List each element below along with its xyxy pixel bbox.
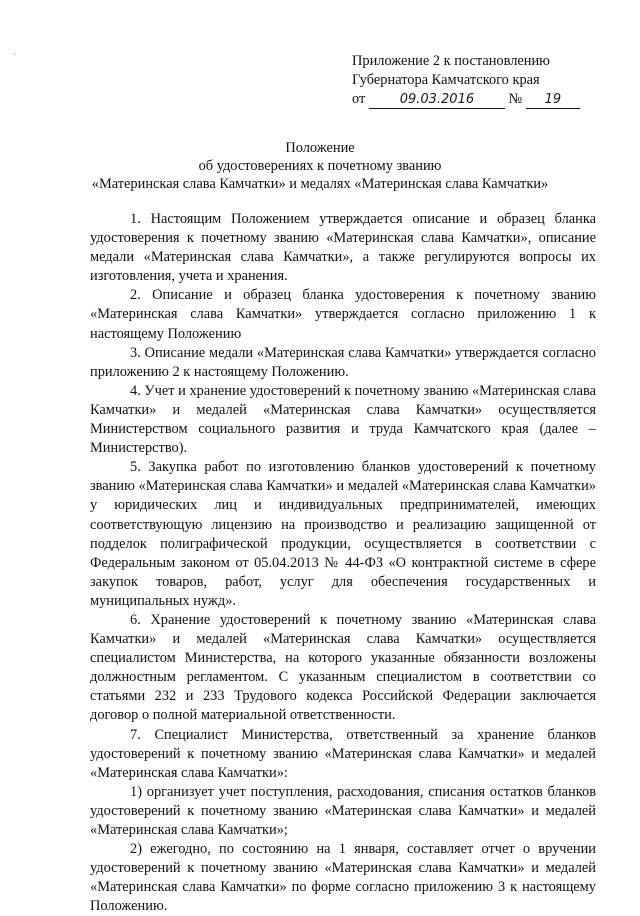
document-body	[90, 210, 596, 916]
heading-title: Положение	[285, 140, 355, 156]
appendix-line-2: Губернатора Камчатского края	[352, 72, 540, 88]
heading-subject: «Материнская слава Камчатки» и медалях «Материнская слава Камчатки»	[91, 176, 549, 192]
paragraph-3: 3. Описание медали «Материнская слава Камчатки» утверждается согласно приложению 2 к настоящему Положению.	[90, 344, 596, 380]
paragraph-1: 1. Настоящим Положением утверждается описание и образец бланка удостоверения к почетному званию «Материнская слава Камчатки», описание медали «Материнская слава Камчатки», а также регулируются вопросы их изготовления, учета и хранения.	[90, 211, 596, 285]
paragraph-2: 2. Описание и образец бланка удостоверения к почетному званию «Материнская слава Камчатки» утверждается согласно приложению 1 к настоящему Положению	[90, 287, 596, 342]
paragraph-5: 5. Закупка работ по изготовлению бланков удостоверений к почетному званию «Материнская слава Камчатки» и медалей «Материнская слава Камчатки» у юридических лиц и индивидуальных предпринимателей, имеющих соответствующую лицензию на производство и реализацию защищенной от подделок полиграфической продукции, осуществляется в соответствии с Федеральным законом от 05.04.2013 № 44-ФЗ «О контрактной системе в сфере закупок товаров, работ, услуг для обеспечения государственных и муниципальных нужд».	[90, 459, 596, 609]
appendix-line-3	[352, 90, 592, 109]
margin-mark: ·	[13, 50, 16, 59]
paragraph-6: 6. Хранение удостоверений к почетному званию «Материнская слава Камчатки» и медалей «Материнская слава Камчатки» осуществляется специалистом Министерства, на которого указанные обязанности возложены должностным регламентом. С указанным специалистом в соответствии со статьями 232 и 233 Трудового кодекса Российской Федерации заключается договор о полной материальной ответственности.	[90, 611, 596, 724]
paragraph-7-item-2: 2) ежегодно, по состоянию на 1 января, составляет отчет о вручении удостоверений к почетному званию «Материнская слава Камчатки» и медалей «Материнская слава Камчатки» по форме согласно приложению 3 к настоящему Положению.	[90, 841, 596, 915]
document-heading	[60, 139, 580, 193]
decree-number: 19	[526, 91, 580, 109]
appendix-line-1: Приложение 2 к постановлению	[352, 53, 550, 69]
appendix-block	[352, 52, 592, 109]
paragraph-7: 7. Специалист Министерства, ответственный за хранение бланков удостоверений к почетному званию «Материнская слава Камчатки» и медалей «Материнская слава Камчатки»:	[90, 726, 596, 781]
heading-subtitle: об удостоверениях к почетному званию	[198, 158, 442, 174]
from-label: от	[352, 91, 366, 107]
paragraph-4: 4. Учет и хранение удостоверений к почетному званию «Материнская слава Камчатки» и медалей «Материнская слава Камчатки» осуществляется Министерством социального развития и труда Камчатского края (далее – Министерство).	[90, 382, 596, 457]
paragraph-7-item-1: 1) организует учет поступления, расходования, списания остатков бланков удостоверений к почетному званию «Материнская слава Камчатки» и медалей «Материнская слава Камчатки»;	[90, 783, 596, 838]
decree-date: 09.03.2016	[369, 91, 505, 109]
number-label: №	[508, 91, 523, 107]
